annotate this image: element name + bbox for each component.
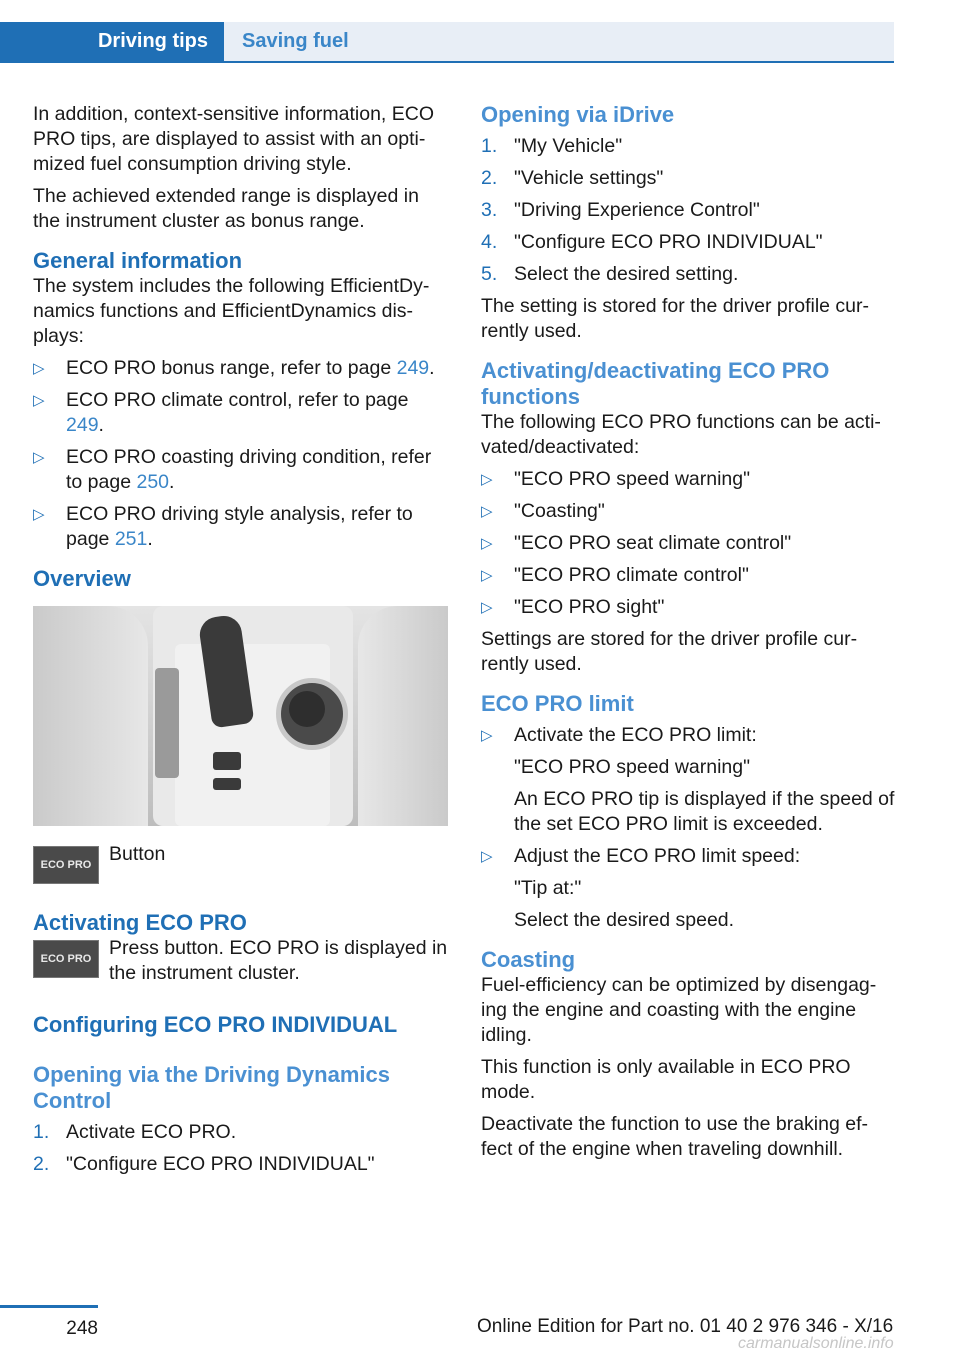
page-number: 248 <box>66 1318 98 1339</box>
list-item: ▷ "Coasting" <box>481 500 605 522</box>
triangle-bullet-icon: ▷ <box>33 506 45 523</box>
subheading-ddc: Opening via the Driving Dynamics Control <box>33 1062 390 1113</box>
list-item: 2. "Configure ECO PRO INDIVIDUAL" <box>33 1153 375 1175</box>
list-item: 1. "My Vehicle" <box>481 135 623 157</box>
tab-saving-fuel: Saving fuel <box>224 22 894 61</box>
eco-pro-button-icon: ECO PRO <box>33 940 99 978</box>
list-item: ▷ ECO PRO driving style analysis, refer to page 251. <box>33 503 413 550</box>
general-list <box>33 356 449 552</box>
section-heading-activating: Activating ECO PRO <box>33 910 247 935</box>
list-item: 2. "Vehicle settings" <box>481 167 664 189</box>
header-rule <box>0 61 894 63</box>
list-item: ▷ ECO PRO coasting driving condition, refer to page 250. <box>33 446 432 493</box>
idrive-paragraph: The setting is stored for the driver profile cur-rently used. <box>481 295 869 342</box>
intro-paragraph: In addition, context-sensitive information, ECO PRO tips, are displayed to assist with an opti-mized fuel consumption driving style. <box>33 103 435 175</box>
triangle-bullet-icon: ▷ <box>33 392 45 409</box>
triangle-bullet-icon: ▷ <box>481 599 493 616</box>
list-item: 1. Activate ECO PRO. <box>33 1121 237 1143</box>
list-item: ▷ ECO PRO bonus range, refer to page 249. <box>33 357 435 379</box>
section-heading-configuring: Configuring ECO PRO INDIVIDUAL <box>33 1012 398 1037</box>
list-item: ▷ Activate the ECO PRO limit: "ECO PRO speed warning" An ECO PRO tip is displayed if the speed of the set ECO PRO limit is exceeded. <box>481 724 895 835</box>
triangle-bullet-icon: ▷ <box>481 727 493 744</box>
section-heading-overview: Overview <box>33 566 131 591</box>
page-link[interactable]: 251 <box>114 528 148 550</box>
list-item: 4. "Configure ECO PRO INDIVIDUAL" <box>481 231 823 253</box>
watermark: carmanualsonline.info <box>738 1335 894 1352</box>
coasting-paragraph: Fuel-efficiency can be optimized by disengag-ing the engine and coasting with the engine idling. <box>481 974 877 1046</box>
triangle-bullet-icon: ▷ <box>481 535 493 552</box>
subheading-functions: Activating/deactivating ECO PRO functions <box>481 358 830 409</box>
list-item: 3. "Driving Experience Control" <box>481 199 760 221</box>
list-item: ▷ "ECO PRO seat climate control" <box>481 532 792 554</box>
activating-text: Press button. ECO PRO is displayed in the instrument cluster. <box>109 937 448 984</box>
general-paragraph: The system includes the following EfficientDy-namics functions and EfficientDynamics dis-plays: <box>33 275 430 347</box>
list-item: ▷ "ECO PRO speed warning" <box>481 468 751 490</box>
button-label: Button <box>109 843 166 865</box>
activating-row <box>33 936 449 986</box>
list-item: ▷ "ECO PRO sight" <box>481 596 665 618</box>
subheading-coasting: Coasting <box>481 947 576 972</box>
triangle-bullet-icon: ▷ <box>33 449 45 466</box>
functions-paragraph: The following ECO PRO functions can be acti-vated/deactivated: <box>481 411 881 458</box>
edition-text: Online Edition for Part no. 01 40 2 976 346 - X/16 <box>477 1316 894 1337</box>
left-column <box>33 102 449 1184</box>
page-header <box>0 0 960 62</box>
triangle-bullet-icon: ▷ <box>481 848 493 865</box>
subheading-idrive: Opening via iDrive <box>481 102 675 127</box>
right-column <box>481 102 895 1169</box>
triangle-bullet-icon: ▷ <box>481 567 493 584</box>
list-item: 5. Select the desired setting. <box>481 263 739 285</box>
button-legend <box>33 842 449 884</box>
coasting-paragraph: Deactivate the function to use the braking ef-fect of the engine when traveling downhill. <box>481 1113 868 1160</box>
ddc-steps <box>33 1120 449 1177</box>
idrive-steps <box>481 134 895 287</box>
subheading-limit: ECO PRO limit <box>481 691 634 716</box>
center-console-photo <box>33 606 448 826</box>
triangle-bullet-icon: ▷ <box>481 471 493 488</box>
functions-list <box>481 467 895 620</box>
page-link[interactable]: 249 <box>66 414 99 436</box>
triangle-bullet-icon: ▷ <box>33 360 45 377</box>
limit-list <box>481 723 895 933</box>
intro-paragraph: The achieved extended range is displayed in the instrument cluster as bonus range. <box>33 185 419 232</box>
footer-rule <box>0 1305 98 1308</box>
list-item: ▷ ECO PRO climate control, refer to page 249. <box>33 389 409 436</box>
eco-pro-button-icon: ECO PRO <box>33 846 99 884</box>
page-link[interactable]: 249 <box>396 357 430 379</box>
functions-paragraph: Settings are stored for the driver profile cur-rently used. <box>481 628 858 675</box>
triangle-bullet-icon: ▷ <box>481 503 493 520</box>
list-item: ▷ "ECO PRO climate control" <box>481 564 749 586</box>
coasting-paragraph: This function is only available in ECO PRO mode. <box>481 1056 851 1103</box>
list-item: ▷ Adjust the ECO PRO limit speed: "Tip at:" Select the desired speed. <box>481 845 801 931</box>
tab-driving-tips: Driving tips <box>0 22 224 61</box>
section-heading-general: General information <box>33 248 243 273</box>
page-link[interactable]: 250 <box>136 471 170 493</box>
